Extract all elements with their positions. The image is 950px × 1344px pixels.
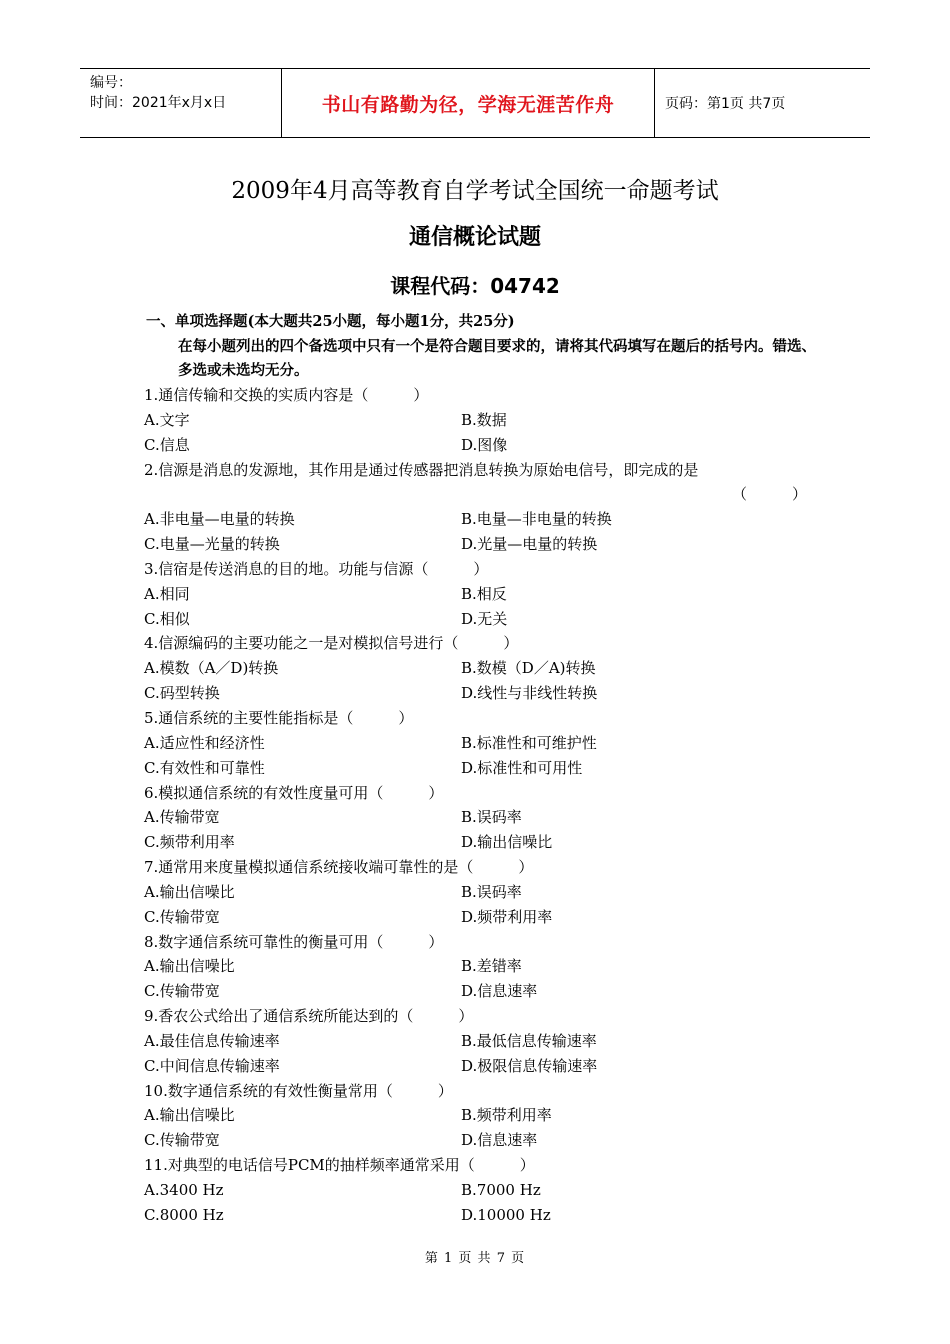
header-motto-cell (282, 69, 655, 137)
option-d: D.信息速率 (461, 982, 538, 1001)
option-b: B.数据 (461, 410, 507, 429)
question-stem: 10.数字通信系统的有效性衡量常用（ ） (144, 1081, 453, 1100)
exam-title: 2009年4月高等教育自学考试全国统一命题考试 (231, 178, 719, 204)
option-b: B.标准性和可维护性 (461, 733, 597, 752)
option-d: D.无关 (461, 609, 508, 628)
option-c: C.相似 (144, 609, 190, 628)
document-header (80, 68, 870, 138)
option-c: C.有效性和可靠性 (144, 758, 265, 777)
option-b: B.最低信息传输速率 (461, 1031, 597, 1050)
option-a: A.输出信噪比 (144, 882, 235, 901)
option-row (144, 1054, 824, 1079)
option-row (144, 731, 824, 756)
option-a: A.非电量—电量的转换 (144, 510, 295, 529)
option-b: B.7000 Hz (461, 1181, 541, 1199)
option-b: B.误码率 (461, 808, 522, 827)
motto-text: 书山有路勤为径，学海无涯苦作舟 (321, 93, 615, 116)
page-footer: 第 1 页 共 7 页 (424, 1251, 526, 1266)
option-c: C.传输带宽 (144, 1131, 220, 1150)
option-c: C.8000 Hz (144, 1205, 224, 1224)
option-row (144, 1128, 824, 1153)
question-stem: 8.数字通信系统可靠性的衡量可用（ ） (144, 932, 444, 951)
section-heading: 一、单项选择题(本大题共25小题，每小题1分，共25分) (146, 313, 515, 330)
option-c: C.频带利用率 (144, 833, 235, 852)
option-d: D.标准性和可用性 (461, 758, 583, 777)
option-row (144, 1103, 824, 1128)
option-b: B.差错率 (461, 957, 522, 976)
option-row (144, 1029, 824, 1054)
option-a: A.文字 (144, 410, 190, 429)
option-row (144, 1178, 824, 1203)
question-stem: 9.香农公式给出了通信系统所能达到的（ ） (144, 1007, 474, 1026)
question-stem: 11.对典型的电话信号PCM的抽样频率通常采用（ ） (144, 1156, 535, 1175)
option-row (144, 830, 824, 855)
option-row (144, 433, 824, 458)
option-row (144, 880, 824, 905)
option-d: D.极限信息传输速率 (461, 1056, 598, 1075)
question-stem: 2.信源是消息的发源地，其作用是通过传感器把消息转换为原始电信号，即完成的是 (144, 460, 699, 479)
option-c: C.中间信息传输速率 (144, 1056, 280, 1075)
option-a: A.传输带宽 (144, 808, 220, 827)
option-d: D.频带利用率 (461, 907, 553, 926)
option-row (144, 979, 824, 1004)
option-c: C.码型转换 (144, 684, 220, 703)
course-code: 课程代码：04742 (390, 274, 560, 298)
option-d: D.10000 Hz (461, 1205, 551, 1224)
option-a: A.3400 Hz (144, 1181, 224, 1199)
header-page-cell (655, 69, 870, 137)
option-row (144, 656, 824, 681)
option-row (144, 582, 824, 607)
option-a: A.相同 (144, 584, 190, 603)
option-row (144, 905, 824, 930)
document-time-label: 时间：2021年x月x日 (90, 95, 227, 111)
option-c: C.传输带宽 (144, 982, 220, 1001)
option-c: C.信息 (144, 435, 190, 454)
question-stem: 3.信宿是传送消息的目的地。功能与信源（ ） (144, 559, 489, 578)
section-instructions: 在每小题列出的四个备选项中只有一个是符合题目要求的，请将其代码填写在题后的括号内。错选、多选或未选均无分。 (178, 338, 816, 379)
option-b: B.电量—非电量的转换 (461, 510, 612, 529)
option-a: A.输出信噪比 (144, 957, 235, 976)
option-row (144, 681, 824, 706)
option-b: B.误码率 (461, 882, 522, 901)
header-left-cell (80, 69, 282, 137)
option-b: B.相反 (461, 584, 507, 603)
question-stem: 5.通信系统的主要性能指标是（ ） (144, 708, 414, 727)
question-stem: 7.通常用来度量模拟通信系统接收端可靠性的是（ ） (144, 858, 534, 877)
option-a: A.最佳信息传输速率 (144, 1031, 280, 1050)
question-stem: 6.模拟通信系统的有效性度量可用（ ） (144, 783, 444, 802)
question-stem-tail-row (144, 482, 824, 507)
option-row (144, 805, 824, 830)
question-stem: 1.通信传输和交换的实质内容是（ ） (144, 386, 429, 404)
document-number-label: 编号： (90, 75, 132, 91)
option-a: A.输出信噪比 (144, 1106, 235, 1125)
option-row (144, 954, 824, 979)
question-list (144, 383, 824, 1228)
option-d: D.输出信噪比 (461, 833, 553, 852)
option-c: C.传输带宽 (144, 907, 220, 926)
option-row (144, 756, 824, 781)
answer-bracket: （ ） (732, 485, 808, 504)
option-a: A.适应性和经济性 (144, 733, 265, 752)
option-b: B.频带利用率 (461, 1106, 552, 1125)
option-a: A.模数（A／D)转换 (144, 659, 279, 678)
option-row (144, 507, 824, 532)
option-row (144, 408, 824, 433)
option-d: D.信息速率 (461, 1131, 538, 1150)
option-d: D.光量—电量的转换 (461, 535, 598, 554)
option-b: B.数模（D／A)转换 (461, 659, 596, 678)
option-c: C.电量—光量的转换 (144, 535, 280, 554)
subject-title: 通信概论试题 (408, 225, 541, 250)
option-d: D.图像 (461, 435, 508, 454)
page-info: 页码：第1页 共7页 (665, 96, 786, 112)
option-d: D.线性与非线性转换 (461, 684, 598, 703)
option-row (144, 1203, 824, 1228)
option-row (144, 607, 824, 632)
question-stem: 4.信源编码的主要功能之一是对模拟信号进行（ ） (144, 634, 519, 653)
option-row (144, 532, 824, 557)
